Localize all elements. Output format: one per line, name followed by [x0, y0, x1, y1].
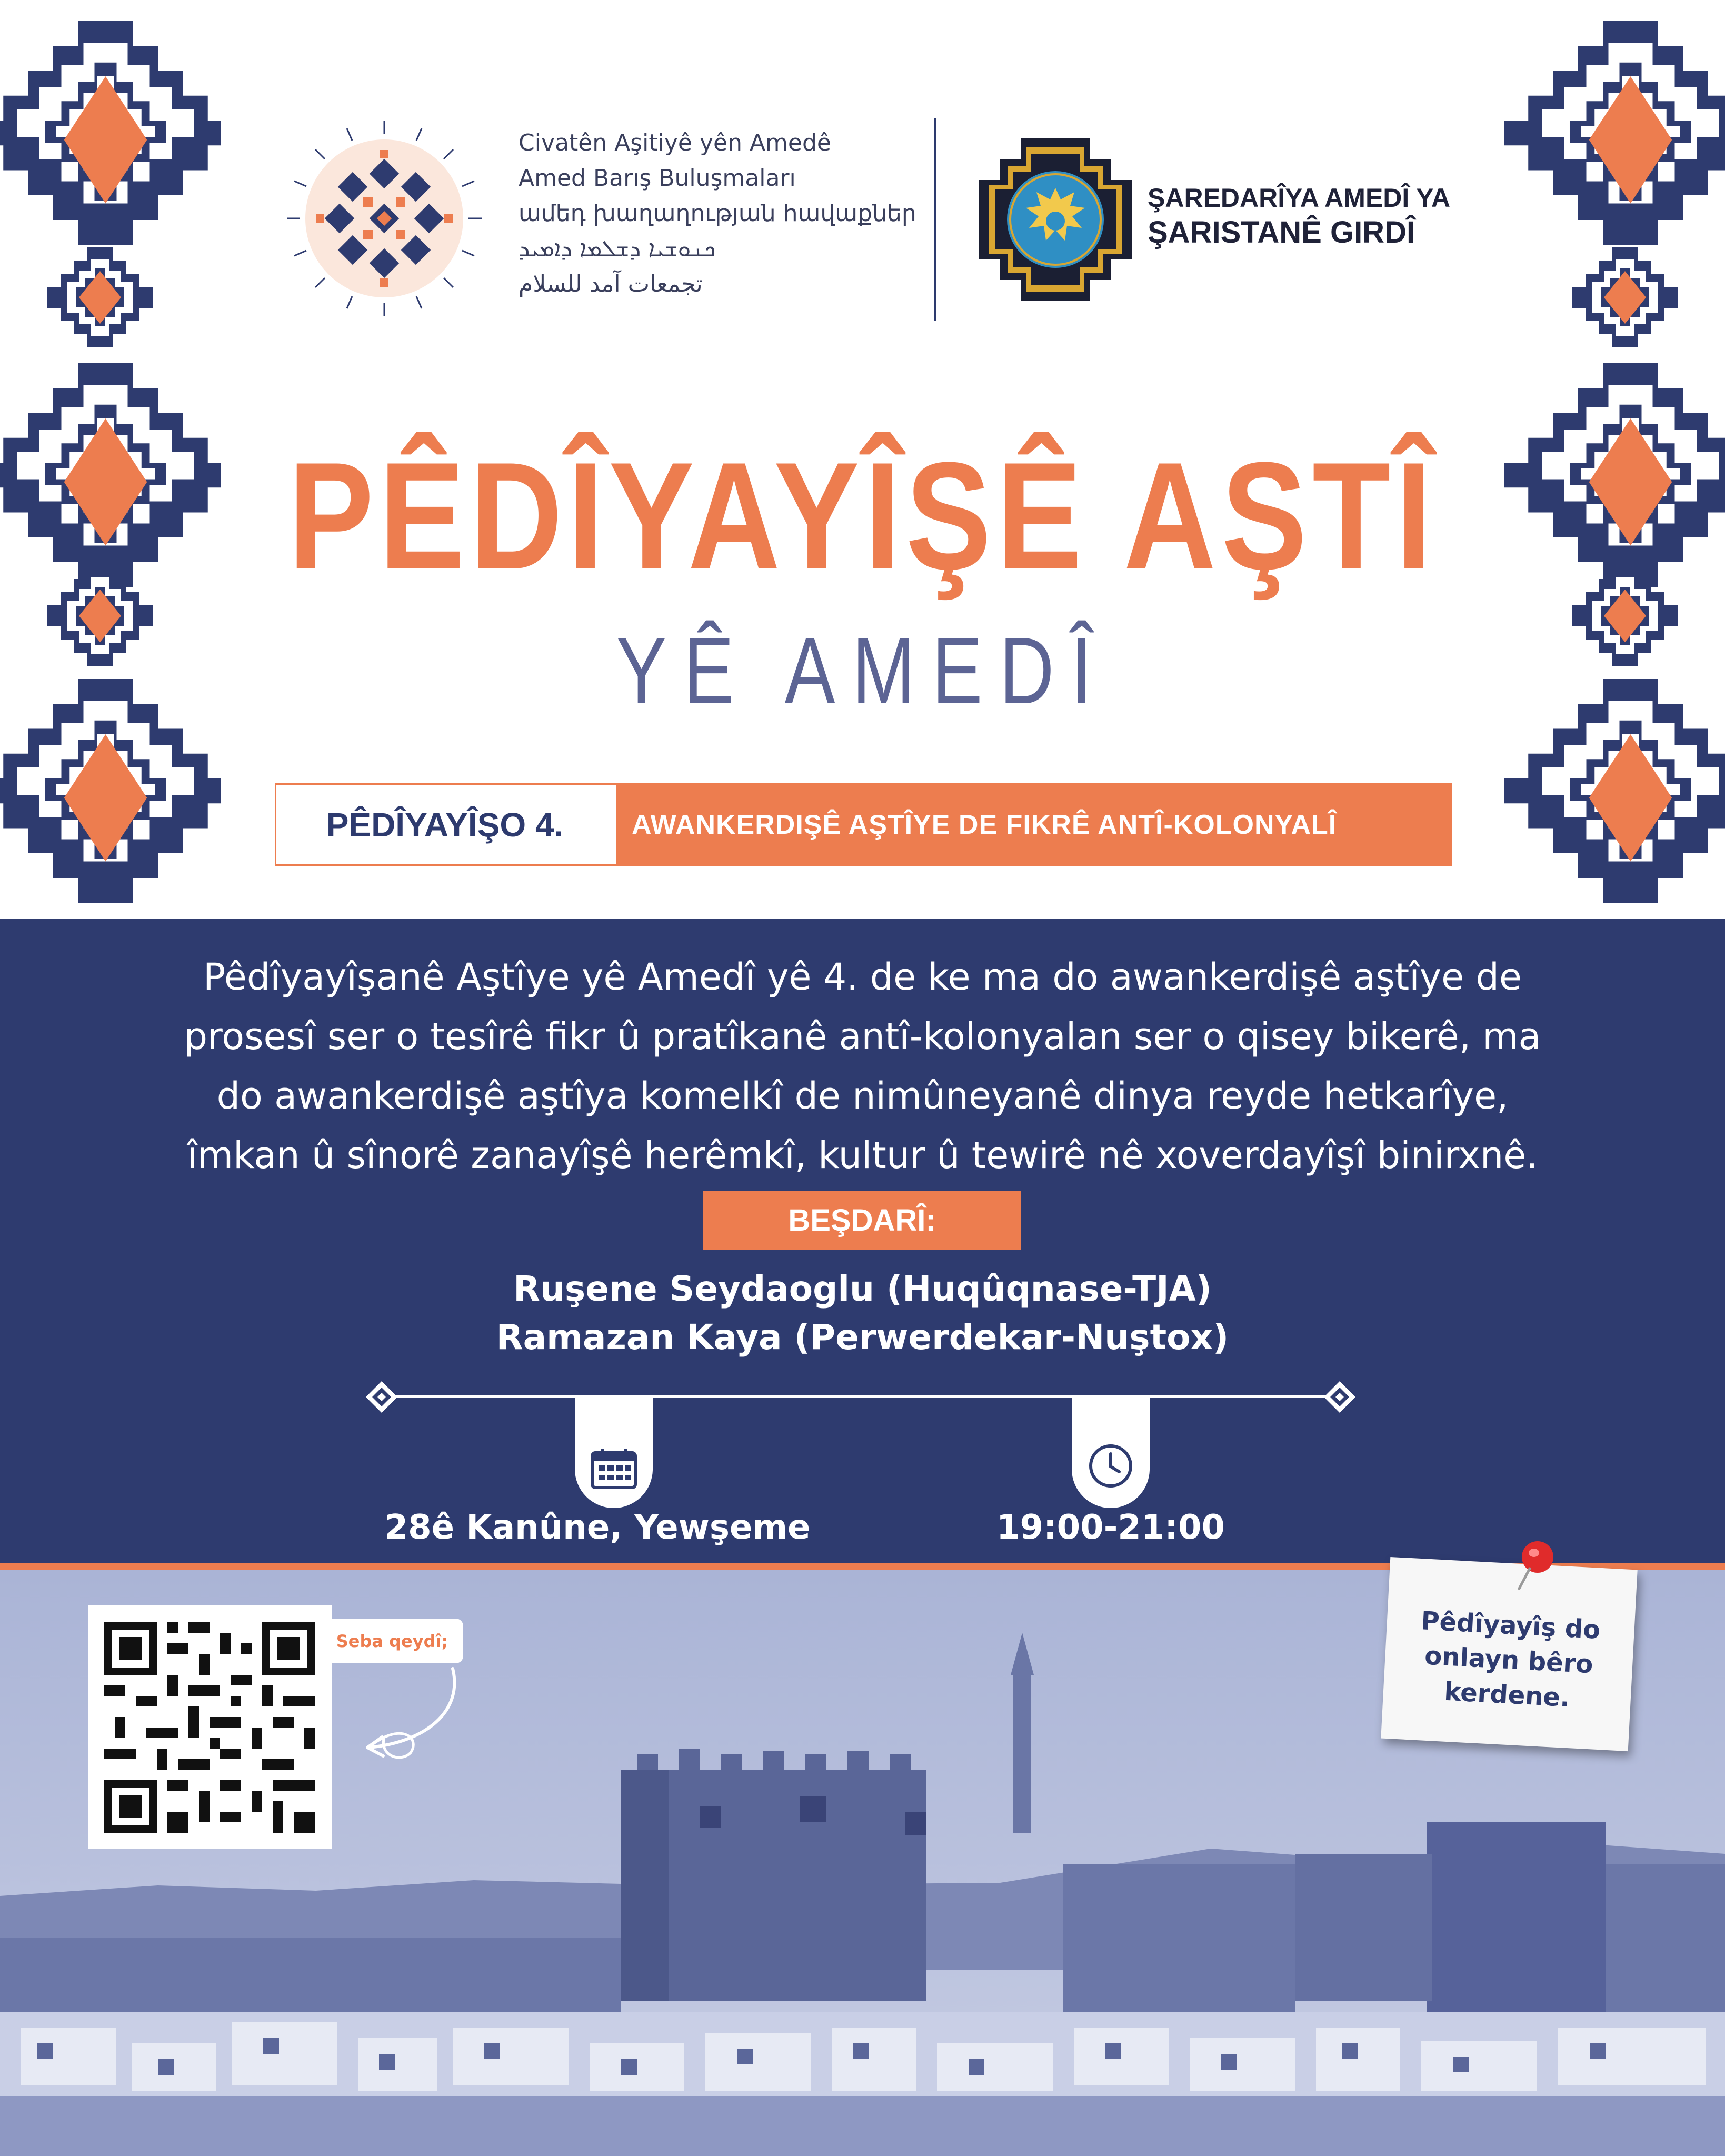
registration-qr-card[interactable]	[88, 1605, 332, 1849]
timeline-start-ornament	[365, 1380, 398, 1414]
logo-divider	[934, 118, 936, 321]
clock-icon	[1087, 1442, 1134, 1490]
qr-hint-label: Seba qeydî;	[321, 1619, 463, 1663]
organizer-name-block	[519, 125, 929, 302]
municipality-name	[1148, 182, 1450, 251]
event-subtitle: YÊ AMEDÎ	[616, 618, 1109, 724]
organizer-name-syriac: ܟܢܘܫܝܐ ܕܫܠܡܐ ܕܐܡܝܕ	[519, 235, 716, 262]
description-line: prosesî ser o tesîrê fikr û pratîkanê antî-kolonyalan ser o qisey bikerê, ma	[184, 1015, 1541, 1058]
qr-code-icon[interactable]	[88, 1605, 332, 1849]
session-topic: AWANKERDIŞÊ AŞTÎYE DE FIKRÊ ANTÎ-KOLONYALÎ	[616, 785, 1450, 864]
organizer-name-armenian: ամեդ խաղաղության հավաքներ	[519, 200, 916, 227]
event-title: PÊDÎYAYÎŞÊ AŞTÎ	[288, 431, 1437, 601]
peace-meetings-logo	[284, 118, 484, 318]
municipality-name-line2: ŞARISTANÊ GIRDÎ	[1148, 215, 1415, 249]
municipality-name-line1: ŞAREDARÎYA AMEDÎ YA	[1148, 183, 1451, 213]
speakers-label: BEŞDARÎ:	[703, 1191, 1021, 1250]
organizer-name-kurdish: Civatên Aşitiyê yên Amedê	[519, 129, 831, 156]
description-line: Pêdîyayîşanê Aştîye yê Amedî yê 4. de ke ma do awankerdişê aştîye de	[203, 955, 1522, 999]
organizer-name-arabic: تجمعات آمد للسلام	[519, 271, 703, 297]
event-description	[95, 947, 1630, 1185]
description-line: îmkan û sînorê zanayîşê herêmkî, kultur û tewirê nê xoverdayîşî binirxnê.	[187, 1134, 1538, 1177]
description-line: do awankerdişê aştîya komelkî de nimûneyanê dinya reyde hetkarîye,	[216, 1074, 1509, 1117]
organizer-name-turkish: Amed Barış Buluşmaları	[519, 165, 796, 192]
calendar-icon	[590, 1448, 637, 1490]
push-pin-icon	[1509, 1536, 1561, 1594]
speaker-name: Ramazan Kaya (Perwerdekar-Nuştox)	[496, 1317, 1229, 1358]
curved-arrow-icon	[347, 1663, 468, 1763]
timeline-end-ornament	[1323, 1380, 1357, 1414]
online-note-text: Pêdîyayîş do onlayn bêro kerdene.	[1420, 1606, 1601, 1713]
timeline-line	[387, 1395, 1337, 1398]
session-number: PÊDÎYAYÎŞO 4.	[326, 805, 564, 844]
event-time: 19:00-21:00	[996, 1508, 1225, 1547]
speaker-name: Ruşene Seydaoglu (Huqûqnase-TJA)	[513, 1269, 1212, 1309]
date-marker	[575, 1398, 653, 1508]
event-date: 28ê Kanûne, Yewşeme	[384, 1508, 811, 1547]
municipality-logo	[974, 138, 1137, 301]
time-marker	[1072, 1398, 1150, 1508]
session-label	[275, 783, 1452, 866]
